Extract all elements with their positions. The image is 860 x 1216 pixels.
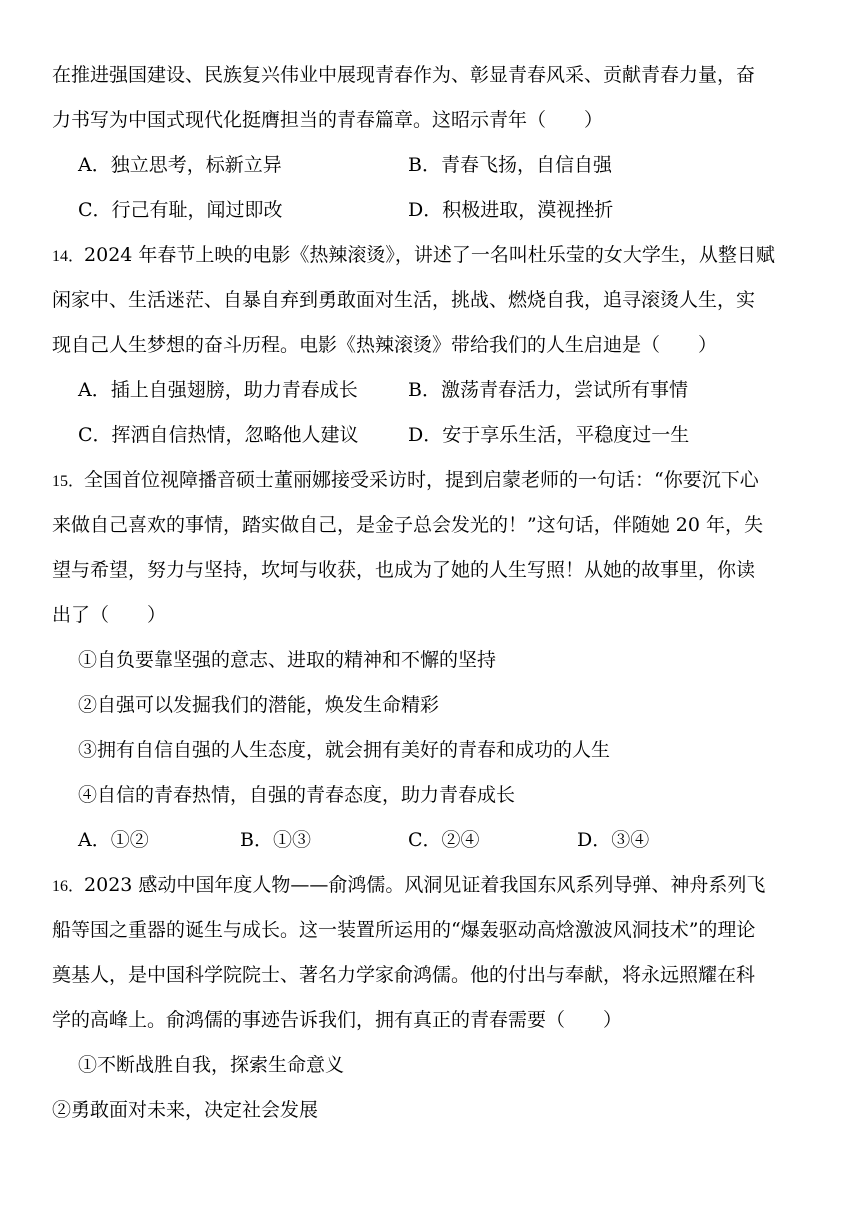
q15-option-c: C．②④ — [408, 829, 480, 851]
q15-statement-2: ②自强可以发掘我们的潜能，焕发生命精彩 — [78, 694, 440, 716]
q15-statement-3: ③拥有自信自强的人生态度，就会拥有美好的青春和成功的人生 — [78, 739, 611, 761]
q15-option-a: A．①② — [78, 829, 149, 851]
q13-stem-line-1: 在推进强国建设、民族复兴伟业中展现青春作为、彰显青春风采、贡献青春力量，奋 — [52, 64, 756, 86]
q15-text-1: 全国首位视障播音硕士董丽娜接受采访时，提到启蒙老师的一句话：“你要沉下心 — [84, 469, 759, 491]
q15-stem-line-4: 出了（ ） — [52, 604, 167, 626]
q16-stem-line-1 — [52, 873, 765, 899]
q14-stem-line-2: 闲家中、生活迷茫、自暴自弃到勇敢面对生活，挑战、燃烧自我，追寻滚烫人生，实 — [52, 289, 756, 311]
q14-option-c: C．挥洒自信热情，忽略他人建议 — [78, 424, 359, 446]
q15-number: 15． — [52, 473, 85, 490]
q15-option-b: B．①③ — [240, 829, 311, 851]
q13-option-d: D．积极进取，漠视挫折 — [408, 199, 614, 221]
q16-statement-1: ①不断战胜自我，探索生命意义 — [78, 1054, 345, 1076]
q15-statement-1: ①自负要靠坚强的意志、进取的精神和不懈的坚持 — [78, 649, 497, 671]
q16-text-1: 2023 感动中国年度人物——俞鸿儒。风洞见证着我国东风系列导弹、神舟系列飞 — [84, 874, 766, 896]
q14-option-b: B．激荡青春活力，尝试所有事情 — [408, 379, 688, 401]
q13-option-a: A．独立思考，标新立异 — [78, 154, 282, 176]
q15-stem-line-3: 望与希望，努力与坚持，坎坷与收获，也成为了她的人生写照！从她的故事里，你读 — [52, 559, 756, 581]
q16-stem-line-2: 船等国之重器的诞生与成长。这一装置所运用的“爆轰驱动高焓激波风洞技术”的理论 — [52, 919, 756, 941]
q15-option-d: D．③④ — [577, 829, 650, 851]
q16-statement-2: ②勇敢面对未来，决定社会发展 — [52, 1099, 319, 1121]
q15-stem-line-1 — [52, 468, 759, 494]
q13-stem-line-2: 力书写为中国式现代化挺膺担当的青春篇章。这昭示青年（ ） — [52, 109, 604, 131]
q14-stem-line-1 — [52, 243, 775, 269]
q15-statement-4: ④自信的青春热情，自强的青春态度，助力青春成长 — [78, 784, 516, 806]
q14-stem-line-3: 现自己人生梦想的奋斗历程。电影《热辣滚烫》带给我们的人生启迪是（ ） — [52, 334, 718, 356]
q14-text-1: 2024 年春节上映的电影《热辣滚烫》，讲述了一名叫杜乐莹的女大学生，从整日赋 — [84, 244, 775, 266]
q13-option-c: C．行己有耻，闻过即改 — [78, 199, 283, 221]
q16-number: 16． — [52, 878, 85, 895]
q14-option-d: D．安于享乐生活，平稳度过一生 — [408, 424, 690, 446]
q13-option-b: B．青春飞扬，自信自强 — [408, 154, 612, 176]
q16-stem-line-4: 学的高峰上。俞鸿儒的事迹告诉我们，拥有真正的青春需要（ ） — [52, 1009, 623, 1031]
q15-stem-line-2: 来做自己喜欢的事情，踏实做自己，是金子总会发光的！”这句话，伴随她 20 年，失 — [52, 514, 763, 536]
q14-option-a: A．插上自强翅膀，助力青春成长 — [78, 379, 358, 401]
q16-stem-line-3: 奠基人，是中国科学院院士、著名力学家俞鸿儒。他的付出与奉献，将永远照耀在科 — [52, 964, 756, 986]
q14-number: 14． — [52, 248, 85, 265]
